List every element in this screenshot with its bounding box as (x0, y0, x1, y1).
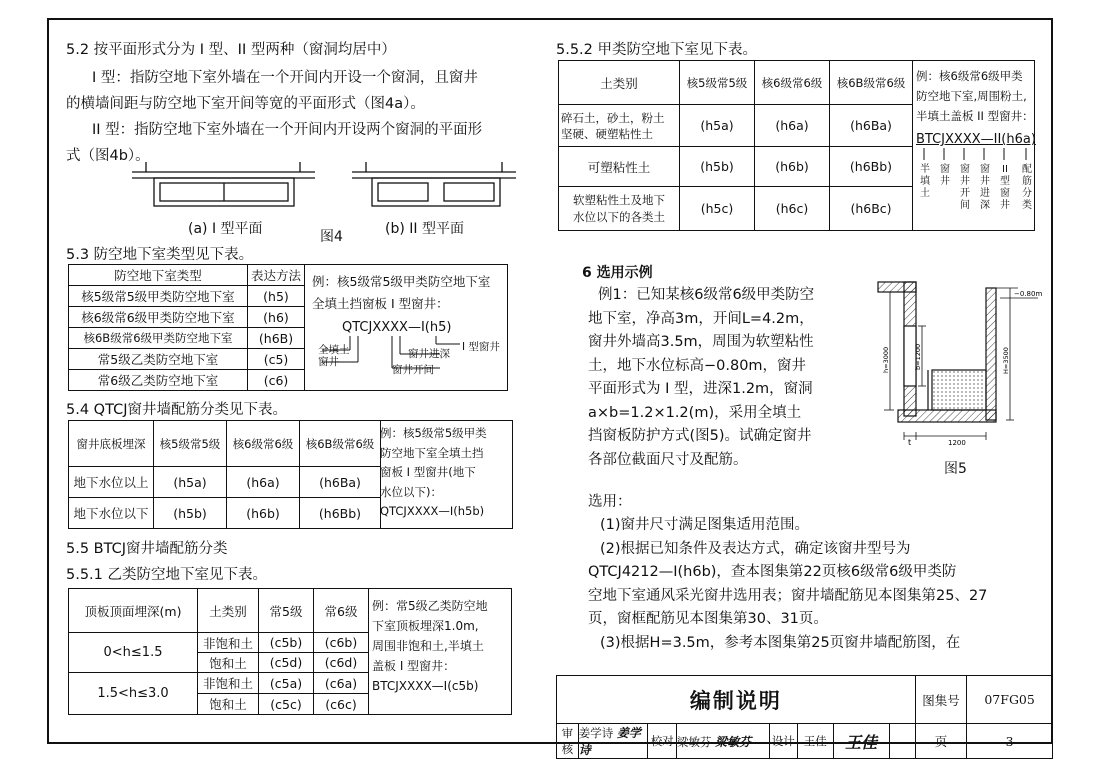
table-cell: 地下水位以上 (69, 467, 154, 498)
table-cell: 地下水位以下 (69, 498, 154, 529)
figure-5-label: 图5 (944, 461, 967, 477)
fig5-h-label: h=3000 (882, 346, 890, 373)
note-line: 半填土盖板 II 型窗井： (916, 109, 1034, 123)
section-5-3-heading: 5.3 防空地下室类型见下表。 (66, 247, 254, 263)
table-cell: (c6c) (314, 694, 369, 715)
check-label: 校对 (648, 724, 677, 759)
design-signature-text: 王佳 (845, 732, 878, 752)
fig5-H-label: H=3500 (1002, 347, 1010, 374)
note-line: QTCJXXXX—I(h5b) (380, 504, 485, 518)
example-line: a×b=1.2×1.2(m)，采用全填土 (588, 404, 802, 421)
note-line: 水位以下)： (380, 484, 442, 499)
review-label: 审核 (557, 724, 579, 759)
step-line: 页，窗框配筋见本图集第30、31页。 (588, 611, 828, 627)
table-cell: (h6b) (755, 147, 830, 187)
example-line: 地下室，净高3m，开间L=4.2m， (588, 310, 814, 327)
fig5-level-label: −0.80m (1014, 290, 1043, 298)
label-well-depth: 窗井进深 (408, 348, 450, 360)
review-name (578, 724, 648, 759)
code-leader-ticks (916, 148, 1036, 162)
vertical-label-row (919, 164, 1035, 226)
label-well-bay: 窗井开间 (392, 364, 434, 376)
figure-5-section (868, 278, 1048, 456)
note-line: 例：常5级乙类防空地 (372, 599, 488, 613)
table-cell: (c5) (248, 349, 305, 370)
section-5-4-heading: 5.4 QTCJ窗井墙配筋分类见下表。 (66, 402, 287, 418)
table-5-4-note (380, 424, 487, 522)
example-line: 土，地下水位标高−0.80m，窗井 (588, 357, 807, 374)
figure-4a-caption: (a) I 型平面 (188, 221, 263, 237)
table-header: 顶板顶面埋深(m) (69, 589, 198, 633)
page-label: 页 (915, 724, 966, 759)
note-line: 防空地下室,周围粉土, (916, 89, 1027, 103)
table-cell: 饱和土 (198, 694, 259, 715)
table-cell: 饱和土 (198, 653, 259, 673)
note-line: 防空地下室全填土挡 (380, 445, 484, 460)
table-cell: (h5c) (680, 187, 755, 231)
label-full-fill: 全填土 (318, 344, 350, 356)
table-cell: (h6B) (248, 328, 305, 349)
table-cell: 常5级乙类防空地下室 (69, 349, 248, 370)
note-line: 例：核5级常5级甲类 (380, 426, 487, 440)
section-5-5-2-heading: 5.5.2 甲类防空地下室见下表。 (556, 42, 758, 58)
figure-4-label: 图4 (320, 229, 343, 245)
table-cell: (c6) (248, 370, 305, 391)
step-line: (3)根据H=3.5m，参考本图集第25页窗井墙配筋图，在 (600, 634, 961, 651)
cell-line: 软塑粘性土及地下 (573, 192, 665, 207)
example-line: 平面形式为 I 型，进深1.2m，窗洞 (588, 381, 813, 397)
table-5-5-1-note (372, 596, 488, 696)
table-header: 核6B级常6级 (300, 421, 381, 467)
table-header: 防空地下室类型 (69, 265, 248, 286)
table-header: 核6B级常6级 (830, 61, 913, 105)
review-name-text: 姜学诗 (578, 726, 614, 740)
title-block (556, 675, 1053, 759)
type-i-line-1: I 型：指防空地下室外墙在一个开间内开设一个窗洞，且窗井 (92, 70, 478, 86)
code-qtcj-example: QTCJXXXX—I(h5) (342, 320, 452, 335)
table-cell: (h6Bb) (830, 147, 913, 187)
table-header: 表达方法 (248, 265, 305, 286)
table-header: 核5级常5级 (154, 421, 227, 467)
section-5-2-heading: 5.2 按平面形式分为 I 型、II 型两种（窗洞均居中） (66, 42, 396, 58)
note-line: BTCJXXXX—I(c5b) (372, 679, 479, 693)
step-line: 空地下室通风采光窗井选用表；窗井墙配筋见本图集第25、27 (588, 587, 988, 604)
check-name (676, 724, 769, 759)
section-5-5-1-heading: 5.5.1 乙类防空地下室见下表。 (66, 567, 268, 583)
step-line: (1)窗井尺寸满足图集适用范围。 (600, 517, 810, 533)
check-name-text: 梁敏芬 (676, 734, 712, 749)
table-cell: 核6级常6级甲类防空地下室 (69, 307, 248, 328)
note-line: 盖板 I 型窗井： (372, 659, 456, 673)
note-line: 例：核6级常6级甲类 (916, 69, 1023, 83)
table-cell: 0<h≤1.5 (69, 633, 198, 673)
table-cell: (h6Bc) (830, 187, 913, 231)
table-cell: 核5级常5级甲类防空地下室 (69, 286, 248, 307)
type-i-line-2: 的横墙间距与防空地下室开间等宽的平面形式（图4a）。 (66, 96, 425, 112)
table-cell: 非饱和土 (198, 673, 259, 694)
table-cell: (c5a) (259, 673, 314, 694)
step-line: (2)根据已知条件及表达方式，确定该窗井型号为 (600, 540, 911, 557)
figure-4-plans (120, 156, 520, 218)
vlabel-half-fill: 半填土 (920, 164, 930, 199)
atlas-number: 07FG05 (967, 676, 1053, 724)
table-cell: (h5a) (154, 467, 227, 498)
table-cell: (c6d) (314, 653, 369, 673)
table-cell: 非饱和土 (198, 633, 259, 653)
table-cell: (h6) (248, 307, 305, 328)
table-cell: (h5b) (680, 147, 755, 187)
table-cell (559, 187, 680, 231)
review-signature: 姜学诗 (578, 726, 641, 757)
cell-line: 碎石土，砂土，粉土 (561, 110, 665, 125)
table-5-3-note-2: 全填土挡窗板 I 型窗井： (312, 296, 449, 311)
table-header: 窗井底板埋深 (69, 421, 154, 467)
table-cell: (c5c) (259, 694, 314, 715)
note-line: 窗板 I 型窗井(地下 (380, 465, 476, 479)
type-ii-line-1: II 型：指防空地下室外墙在一个开间内开设两个窗洞的平面形 (92, 122, 483, 138)
table-cell: 核6B级常6级甲类防空地下室 (69, 328, 248, 349)
example-line: 窗井外墙高3.5m，周围为软塑粘性 (588, 334, 814, 350)
table-cell: 1.5<h≤3.0 (69, 673, 198, 715)
note-line: 周围非饱和土,半填土 (372, 639, 484, 653)
example-line: 挡窗板防护方式(图5)。试确定窗井 (588, 428, 812, 444)
atlas-number-label: 图集号 (915, 676, 966, 724)
table-cell: (h5b) (154, 498, 227, 529)
table-header: 土类别 (559, 61, 680, 105)
example-paragraph (588, 284, 814, 472)
table-cell: (h6Ba) (830, 105, 913, 147)
table-cell: (h6c) (755, 187, 830, 231)
section-5-5-heading: 5.5 BTCJ窗井墙配筋分类 (66, 541, 228, 557)
table-header: 土类别 (198, 589, 259, 633)
table-5-3-note-1: 例：核5级常5级甲类防空地下室 (312, 274, 491, 289)
table-cell: (c6a) (314, 673, 369, 694)
vlabel-bay: 窗井开间 (960, 164, 970, 211)
label-window-well: 窗井 (318, 356, 339, 368)
cell-line: 水位以下的各类土 (573, 209, 665, 224)
check-signature: 梁敏芬 (715, 734, 752, 749)
table-cell: (h5a) (680, 105, 755, 147)
fig5-t-label: t (908, 438, 912, 447)
note-line: 下室顶板埋深1.0m, (372, 619, 479, 633)
step-line: QTCJ4212—I(h6b)，查本图集第22页核6级常6级甲类防 (588, 564, 957, 580)
steps-paragraph (588, 514, 987, 655)
section-6-heading: 6 选用示例 (582, 265, 653, 281)
table-cell: (h6a) (227, 467, 300, 498)
table-cell: (c6b) (314, 633, 369, 653)
vlabel-type-ii: II型窗井 (1000, 164, 1010, 211)
table-cell: (h6a) (755, 105, 830, 147)
table-cell: 常6级乙类防空地下室 (69, 370, 248, 391)
vlabel-well: 窗井 (940, 164, 950, 187)
figure-4b-caption: (b) II 型平面 (385, 221, 464, 237)
design-name: 王佳 (798, 724, 833, 759)
code-btcj-example: BTCJXXXX—II(h6a) (916, 132, 1036, 147)
example-line: 例1：已知某核6级常6级甲类防空 (598, 287, 815, 303)
label-type-i: I 型窗井 (462, 341, 500, 353)
cell-line: 坚硬、硬塑粘性土 (561, 126, 653, 141)
table-cell (559, 105, 680, 147)
table-header: 核6级常6级 (755, 61, 830, 105)
table-cell: (h5) (248, 286, 305, 307)
table-5-5-2-note (916, 66, 1034, 126)
fig5-width-label: 1200 (948, 439, 966, 447)
table-cell: (c5d) (259, 653, 314, 673)
vlabel-depth: 窗井进深 (980, 164, 990, 211)
table-cell: (c5b) (259, 633, 314, 653)
table-cell: (h6b) (227, 498, 300, 529)
select-label: 选用： (588, 494, 632, 510)
table-cell: (h6Ba) (300, 467, 381, 498)
fig5-b-label: b=1200 (914, 343, 922, 370)
example-line: 各部位截面尺寸及配筋。 (588, 451, 748, 468)
table-cell: (h6Bb) (300, 498, 381, 529)
type-ii-line-2: 式（图4b）。 (66, 148, 150, 164)
design-label: 设计 (769, 724, 798, 759)
page-number: 3 (967, 724, 1053, 759)
design-signature (833, 724, 889, 759)
table-header: 核5级常5级 (680, 61, 755, 105)
table-header: 常5级 (259, 589, 314, 633)
table-header: 核6级常6级 (227, 421, 300, 467)
table-cell: 可塑粘性土 (559, 147, 680, 187)
vlabel-rebar: 配筋分类 (1022, 164, 1032, 211)
table-header: 常6级 (314, 589, 369, 633)
drawing-title: 编制说明 (557, 676, 916, 724)
